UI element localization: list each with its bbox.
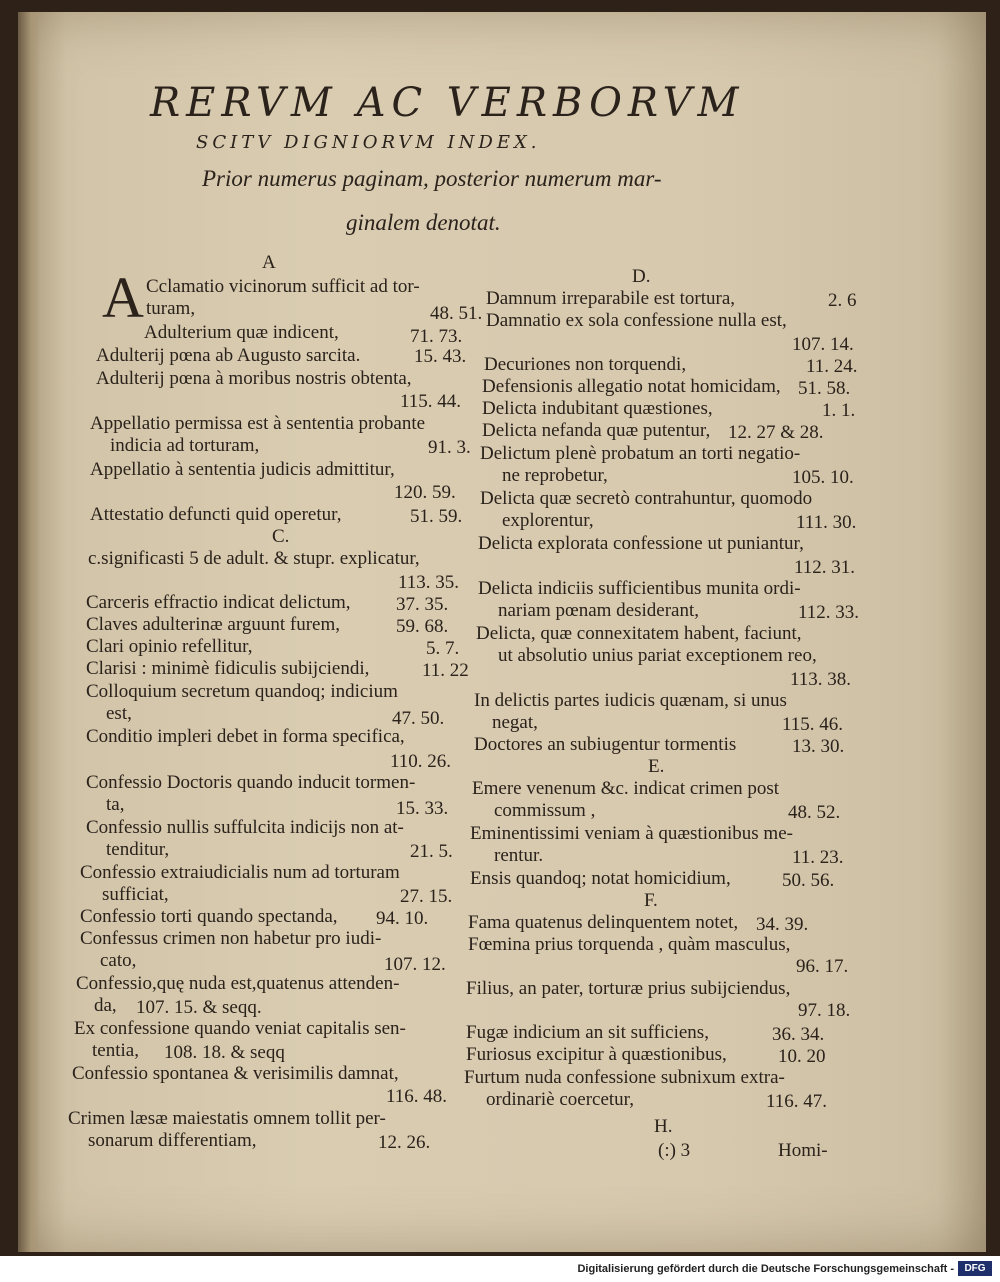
- page-ref: 2. 6: [828, 290, 857, 311]
- list-item: c.significasti 5 de adult. & stupr. explicatur,: [88, 548, 420, 569]
- list-item: Confessio extraiudicialis num ad torturam: [80, 862, 400, 883]
- book-page: [18, 12, 986, 1252]
- index-subtitle: SCITV DIGNIORVM INDEX.: [196, 132, 541, 153]
- list-item: Damnatio ex sola confessione nulla est,: [486, 310, 787, 331]
- page-ref: 5. 7.: [426, 638, 460, 659]
- list-item: sonarum differentiam,: [88, 1130, 257, 1151]
- list-item: Fugæ indicium an sit sufficiens,: [466, 1022, 709, 1043]
- list-item: tentia,: [92, 1040, 139, 1061]
- page-ref: 47. 50.: [392, 708, 445, 729]
- list-item: negat,: [492, 712, 538, 733]
- page-ref: 15. 43.: [414, 346, 467, 367]
- page-ref: 115. 46.: [782, 714, 844, 735]
- list-item: Attestatio defuncti quid operetur,: [90, 504, 342, 525]
- list-item: Appellatio à sententia judicis admittitur,: [90, 459, 395, 480]
- list-item: ordinariè coercetur,: [486, 1089, 634, 1110]
- list-item: Adulterij pœna ab Augusto sarcita.: [96, 345, 361, 366]
- list-item: Delicta quæ secretò contrahuntur, quomodo: [480, 488, 813, 509]
- list-item: Claves adulterinæ arguunt furem,: [86, 614, 340, 635]
- page-ref: 13. 30.: [792, 736, 845, 757]
- page-ref: 48. 51.: [430, 303, 483, 324]
- list-item: Delicta explorata confessione ut puniantur,: [478, 533, 804, 554]
- page-ref: 115. 44.: [400, 391, 462, 412]
- list-item: turam,: [146, 298, 196, 319]
- page-ref: 110. 26.: [390, 751, 452, 772]
- list-item: Emere venenum &c. indicat crimen post: [472, 778, 780, 799]
- catchword: Homi-: [778, 1140, 828, 1161]
- list-item: Crimen læsæ maiestatis omnem tollit per-: [68, 1108, 386, 1129]
- dfg-logo: DFG: [958, 1261, 992, 1276]
- list-item: Adulterium quæ indicent,: [144, 322, 339, 343]
- page-ref: 107. 12.: [384, 954, 446, 975]
- page-ref: 112. 31.: [794, 557, 856, 578]
- list-item: rentur.: [494, 845, 544, 866]
- section-letter-a: A: [262, 252, 276, 273]
- list-item: sufficiat,: [102, 884, 169, 905]
- page-ref: 10. 20: [778, 1046, 826, 1067]
- list-item: Furiosus excipitur à quæstionibus,: [466, 1044, 727, 1065]
- list-item: ut absolutio unius pariat exceptionem reo,: [498, 645, 817, 666]
- list-item: Ex confessione quando veniat capitalis sen-: [74, 1018, 406, 1039]
- section-letter-e: E.: [648, 756, 665, 777]
- list-item: Confessio spontanea & verisimilis damnat,: [72, 1063, 399, 1084]
- page-ref: 34. 39.: [756, 914, 809, 935]
- section-letter-c: C.: [272, 526, 290, 547]
- page-ref: 59. 68.: [396, 616, 449, 637]
- list-item: Decuriones non torquendi,: [484, 354, 687, 375]
- list-item: Confessio Doctoris quando inducit tormen-: [86, 772, 416, 793]
- list-item: Appellatio permissa est à sententia probante: [90, 413, 426, 434]
- page-ref: 27. 15.: [400, 886, 453, 907]
- list-item: Confessio nullis suffulcita indicijs non at-: [86, 817, 404, 838]
- section-letter-h: H.: [654, 1116, 673, 1137]
- list-item: Filius, an pater, torturæ prius subijciendus,: [466, 978, 791, 999]
- page-ref: 107. 14.: [792, 334, 854, 355]
- digitization-footer: [0, 1256, 1000, 1282]
- page-ref: 11. 22: [422, 660, 469, 681]
- list-item: Clarisi : minimè fidiculis subijciendi,: [86, 658, 370, 679]
- section-letter-f: F.: [644, 890, 658, 911]
- list-item: commissum ,: [494, 800, 596, 821]
- page-gutter-shadow: [18, 12, 40, 1252]
- page-ref: 51. 59.: [410, 506, 463, 527]
- page-ref: 12. 27 & 28.: [728, 422, 824, 443]
- list-item: Fœmina prius torquenda , quàm masculus,: [468, 934, 791, 955]
- page-ref: 36. 34.: [772, 1024, 825, 1045]
- section-letter-d: D.: [632, 266, 651, 287]
- note-line-2: ginalem denotat.: [346, 210, 501, 235]
- list-item: Delicta indubitant quæstiones,: [482, 398, 713, 419]
- list-item: Confessio torti quando spectanda,: [80, 906, 338, 927]
- list-item: Adulterij pœna à moribus nostris obtenta,: [96, 368, 412, 389]
- page-ref: 113. 38.: [790, 669, 852, 690]
- list-item: Confessio,quę nuda est,quatenus attenden-: [76, 973, 400, 994]
- page-ref: 111. 30.: [796, 512, 857, 533]
- page-ref: 11. 24.: [806, 356, 858, 377]
- list-item: Eminentissimi veniam à quæstionibus me-: [470, 823, 793, 844]
- list-item: Confessus crimen non habetur pro iudi-: [80, 928, 382, 949]
- page-ref: 112. 33.: [798, 602, 860, 623]
- list-item: nariam pœnam desiderant,: [498, 600, 700, 621]
- page-ref: 91. 3.: [428, 437, 471, 458]
- list-item: In delictis partes iudicis quænam, si unus: [474, 690, 787, 711]
- list-item: ta,: [106, 794, 125, 815]
- list-item: Clari opinio refellitur,: [86, 636, 253, 657]
- note-line-1: Prior numerus paginam, posterior numerum mar-: [202, 166, 662, 191]
- page-ref: 48. 52.: [788, 802, 841, 823]
- list-item: indicia ad torturam,: [110, 435, 260, 456]
- list-item: Conditio impleri debet in forma specifica,: [86, 726, 405, 747]
- list-item: Delicta, quæ connexitatem habent, faciunt,: [476, 623, 802, 644]
- list-item: est,: [106, 703, 132, 724]
- list-item: tenditur,: [106, 839, 170, 860]
- page-ref: 1. 1.: [822, 400, 856, 421]
- list-item: Colloquium secretum quandoq; indicium: [86, 681, 398, 702]
- signature-mark: (:) 3: [658, 1140, 691, 1161]
- page-ref: 120. 59.: [394, 482, 456, 503]
- page-ref: 113. 35.: [398, 572, 460, 593]
- list-item: Carceris effractio indicat delictum,: [86, 592, 351, 613]
- page-ref: 15. 33.: [396, 798, 449, 819]
- list-item: Doctores an subiugentur tormentis: [474, 734, 737, 755]
- list-item: Ensis quandoq; notat homicidium,: [470, 868, 731, 889]
- page-ref: 108. 18. & seqq: [164, 1042, 285, 1063]
- list-item: explorentur,: [502, 510, 594, 531]
- list-item: Delicta nefanda quæ putentur,: [482, 420, 711, 441]
- page-ref: 51. 58.: [798, 378, 851, 399]
- list-item: Damnum irreparabile est tortura,: [486, 288, 736, 309]
- list-item: Fama quatenus delinquentem notet,: [468, 912, 739, 933]
- page-ref: 11. 23.: [792, 847, 844, 868]
- list-item: Furtum nuda confessione subnixum extra-: [464, 1067, 785, 1088]
- page-ref: 71. 73.: [410, 326, 463, 347]
- page-ref: 50. 56.: [782, 870, 835, 891]
- page-ref: 105. 10.: [792, 467, 854, 488]
- list-item: da,: [94, 995, 117, 1016]
- page-ref: 96. 17.: [796, 956, 849, 977]
- page-ref: 21. 5.: [410, 841, 453, 862]
- page-ref: 97. 18.: [798, 1000, 851, 1021]
- list-item: ne reprobetur,: [502, 465, 608, 486]
- index-title: RERVM AC VERBORVM: [150, 80, 745, 126]
- page-ref: 116. 47.: [766, 1091, 828, 1112]
- page-ref: 107. 15. & seqq.: [136, 997, 262, 1018]
- drop-cap: A: [102, 265, 144, 330]
- page-ref: 116. 48.: [386, 1086, 448, 1107]
- footer-credit-text: Digitalisierung gefördert durch die Deutsche Forschungsgemeinschaft -: [577, 1263, 954, 1275]
- list-item: Defensionis allegatio notat homicidam,: [482, 376, 781, 397]
- list-item: cato,: [100, 950, 137, 971]
- page-ref: 12. 26.: [378, 1132, 431, 1153]
- page-ref: 94. 10.: [376, 908, 429, 929]
- list-item: Cclamatio vicinorum sufficit ad tor-: [146, 276, 420, 297]
- list-item: Delictum plenè probatum an torti negatio-: [480, 443, 801, 464]
- page-ref: 37. 35.: [396, 594, 449, 615]
- list-item: Delicta indiciis sufficientibus munita ordi-: [478, 578, 801, 599]
